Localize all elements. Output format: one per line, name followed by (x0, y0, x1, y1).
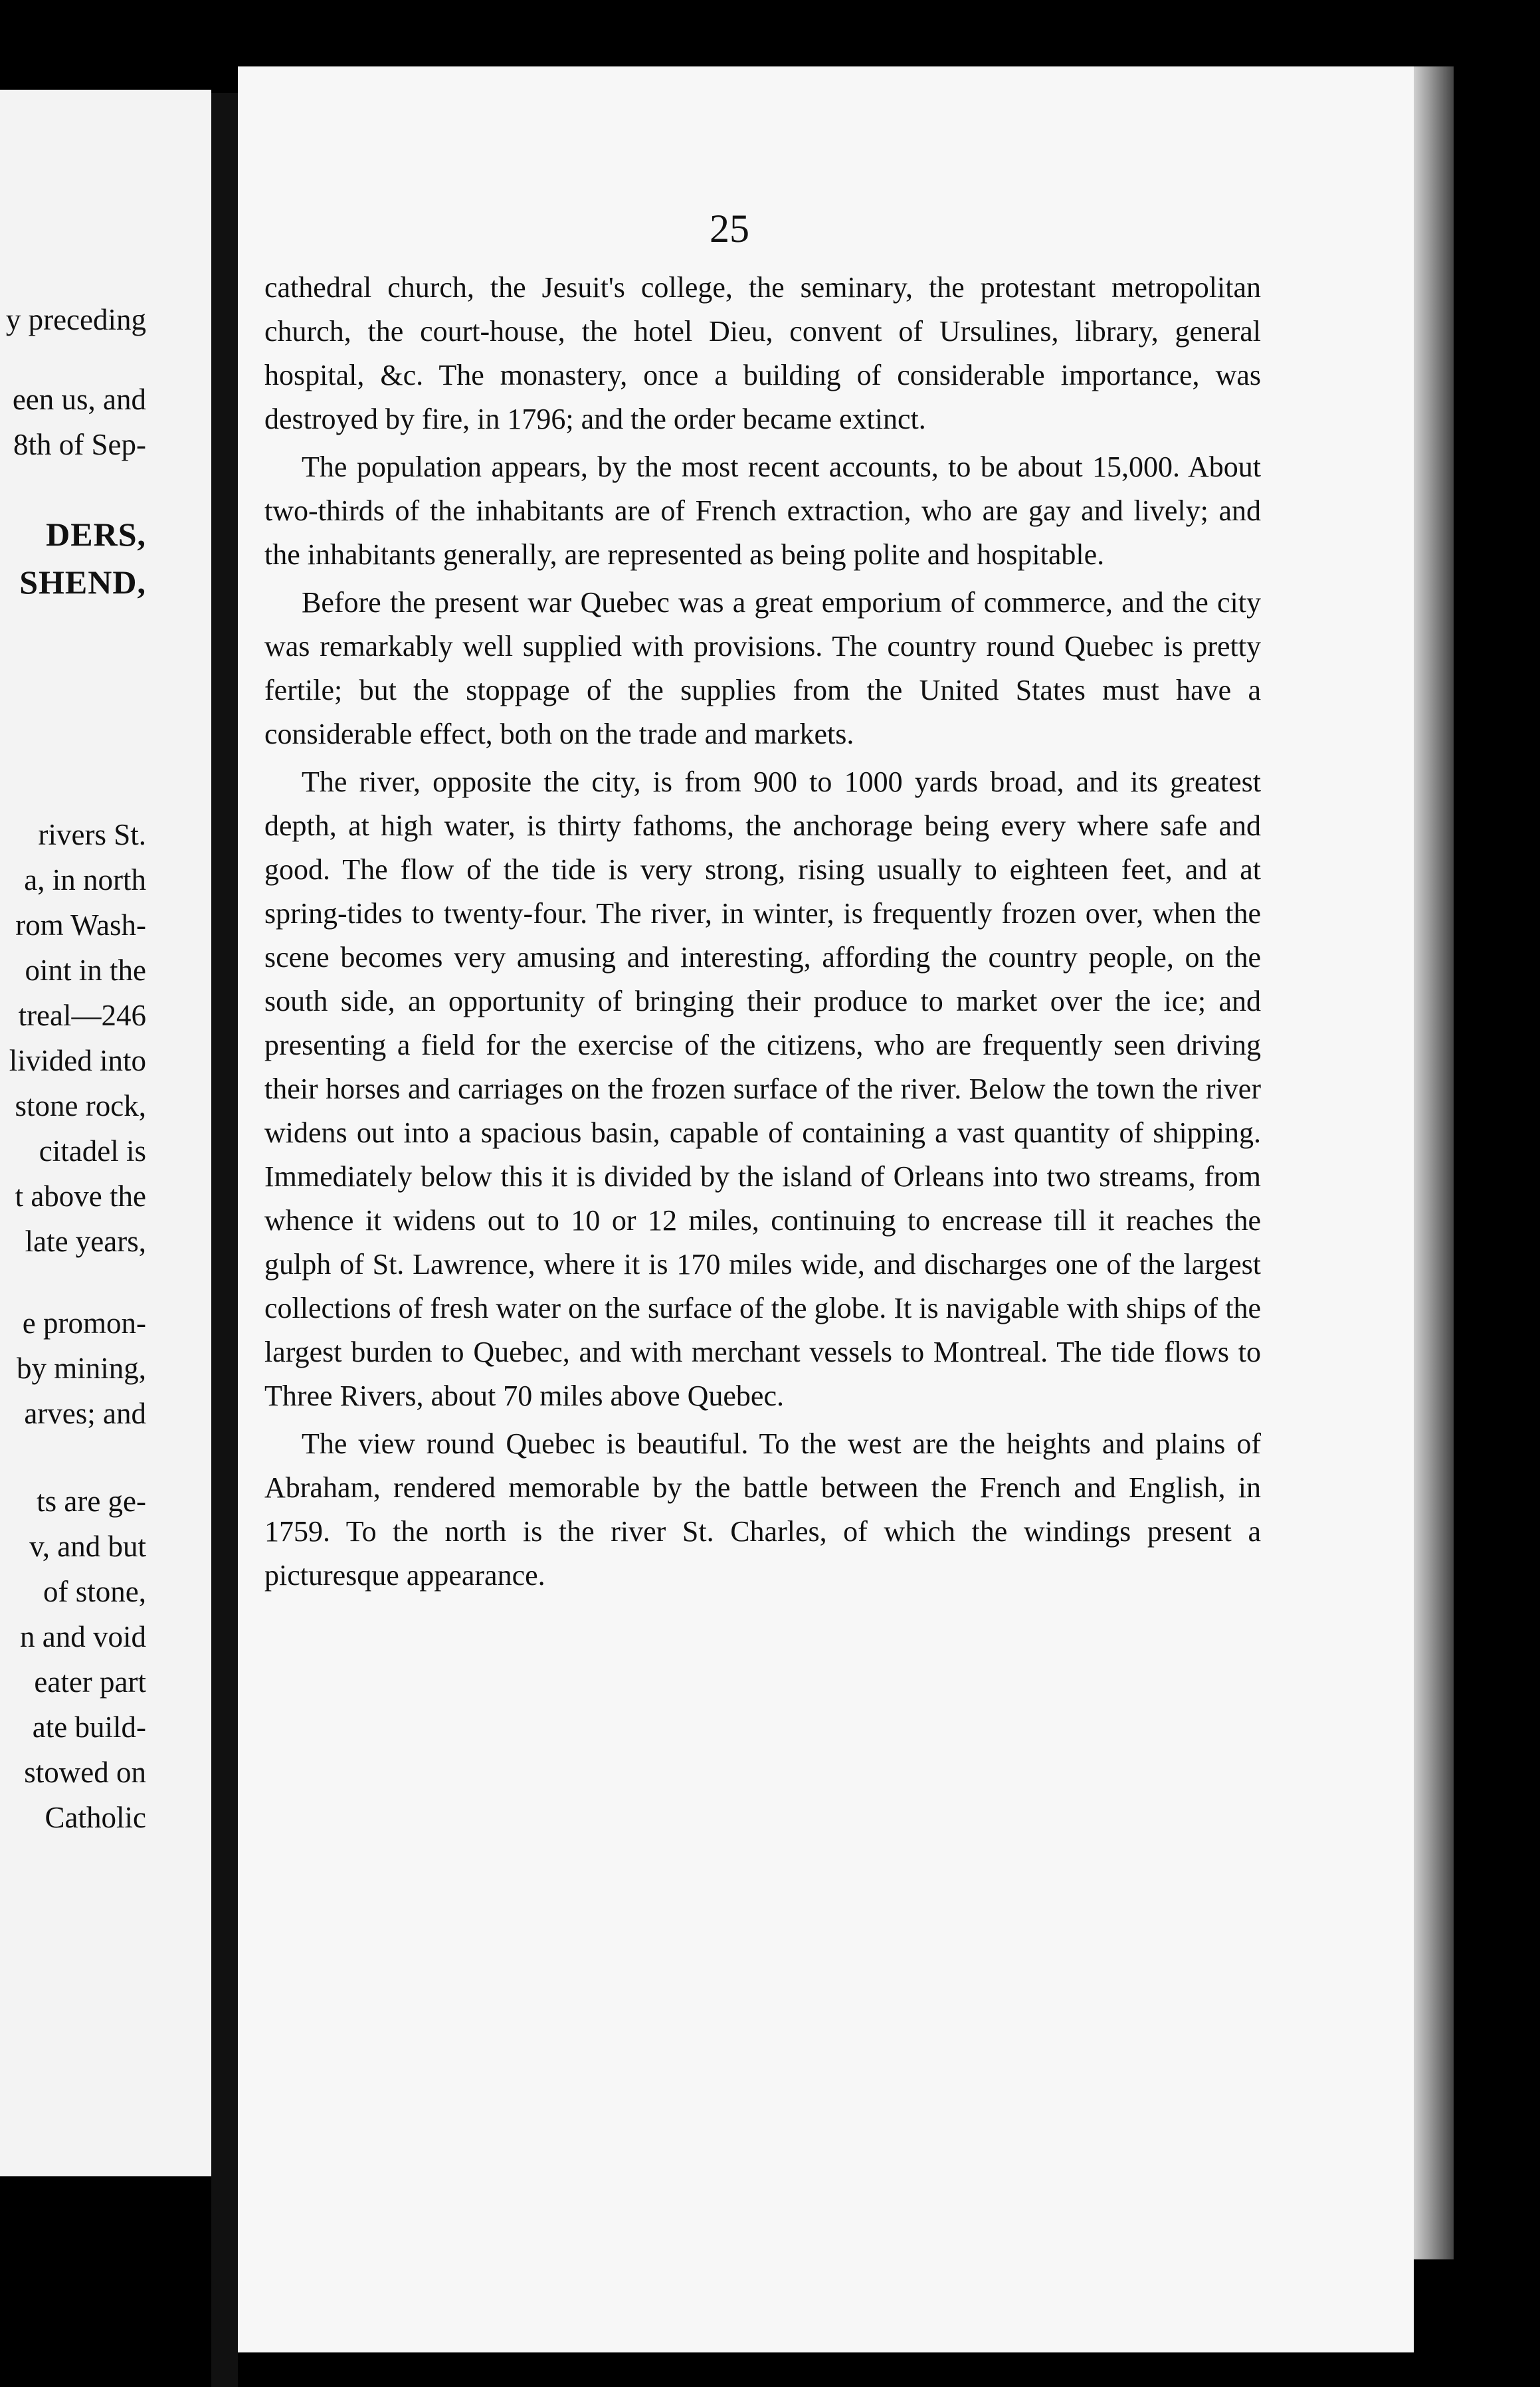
left-line: 8th of Sep- (13, 428, 146, 461)
left-line: treal—246 (18, 999, 146, 1032)
paragraph: The view round Quebec is beautiful. To the west are the heights and plains of Abraham, rendered memorable by the battle between the French and English, in 1759. To the north is the river St. Charles, of which the windings present a picturesque appearance. (264, 1427, 1261, 1592)
left-line: v, and but (29, 1530, 146, 1563)
left-line: of stone, (43, 1575, 146, 1608)
page-body (264, 266, 1261, 1602)
paragraph: The river, opposite the city, is from 900 to 1000 yards broad, and its greatest depth, at high water, is thirty fathoms, the anchorage being every where safe and good. The flow of the tide is very strong, rising usually to eighteen feet, and at spring-tides to twenty-four. The river, in winter, is frequently frozen over, when the scene becomes very amusing and interesting, affording the country people, on the south side, an opportunity of bringing their produce to market over the ice; and presenting a field for the exercise of the citizens, who are frequently seen driving their horses and carriages on the frozen surface of the river. Below the town the river widens out into a spacious basin, capable of containing a vast quantity of shipping. Immediately below this it is divided by the island of Orleans into two streams, from whence it widens out to 10 or 12 miles, continuing to encrease till it reaches the gulph of St. Lawrence, where it is 170 miles wide, and discharges one of the largest collections of fresh water on the surface of the globe. It is navigable with ships of the largest burden to Quebec, and with merchant vessels to Montreal. The tide flows to Three Rivers, about 70 miles above Quebec. (264, 766, 1261, 1412)
left-line: eater part (34, 1665, 146, 1699)
paragraph: The population appears, by the most recent accounts, to be about 15,000. About two-thirds of the inhabitants are of French extraction, who are gay and lively; and the inhabitants generally, are represented as being polite and hospitable. (264, 451, 1261, 571)
paragraph: cathedral church, the Jesuit's college, the seminary, the protestant metropolitan church, the court-house, the hotel Dieu, convent of Ursulines, library, general hospital, &c. The monastery, once a building of considerable importance, was destroyed by fire, in 1796; and the order became extinct. (264, 271, 1261, 435)
left-line: oint in the (25, 954, 146, 987)
main-page (238, 66, 1414, 2352)
left-line: n and void (20, 1620, 146, 1653)
left-line: livided into (9, 1044, 146, 1077)
left-line: a, in north (24, 863, 146, 896)
left-line: y preceding (5, 303, 146, 336)
left-line: e promon- (22, 1306, 146, 1340)
left-heading-line: DERS, (46, 516, 146, 553)
left-line: rom Wash- (15, 908, 146, 942)
left-line: arves; and (24, 1397, 146, 1430)
left-line: ate build- (32, 1711, 146, 1744)
page-edge-shadow (1414, 66, 1454, 2259)
left-line: ts are ge- (37, 1485, 146, 1518)
left-line: een us, and (12, 383, 146, 416)
left-line: by mining, (16, 1352, 146, 1385)
left-line: Catholic (45, 1801, 146, 1834)
left-line: stowed on (24, 1756, 146, 1789)
left-line: late years, (25, 1225, 146, 1258)
left-line: rivers St. (38, 818, 146, 851)
left-line: stone rock, (15, 1089, 146, 1122)
left-heading-line: SHEND, (19, 564, 146, 601)
book-gutter (211, 93, 238, 2387)
page-number: 25 (710, 207, 749, 251)
left-facing-page (0, 90, 211, 2176)
left-line: citadel is (39, 1134, 146, 1168)
paragraph: Before the present war Quebec was a great emporium of commerce, and the city was remarkably well supplied with provisions. The country round Quebec is pretty fertile; but the stoppage of the supplies from the United States must have a considerable effect, both on the trade and markets. (264, 586, 1261, 750)
left-line: t above the (15, 1180, 146, 1213)
